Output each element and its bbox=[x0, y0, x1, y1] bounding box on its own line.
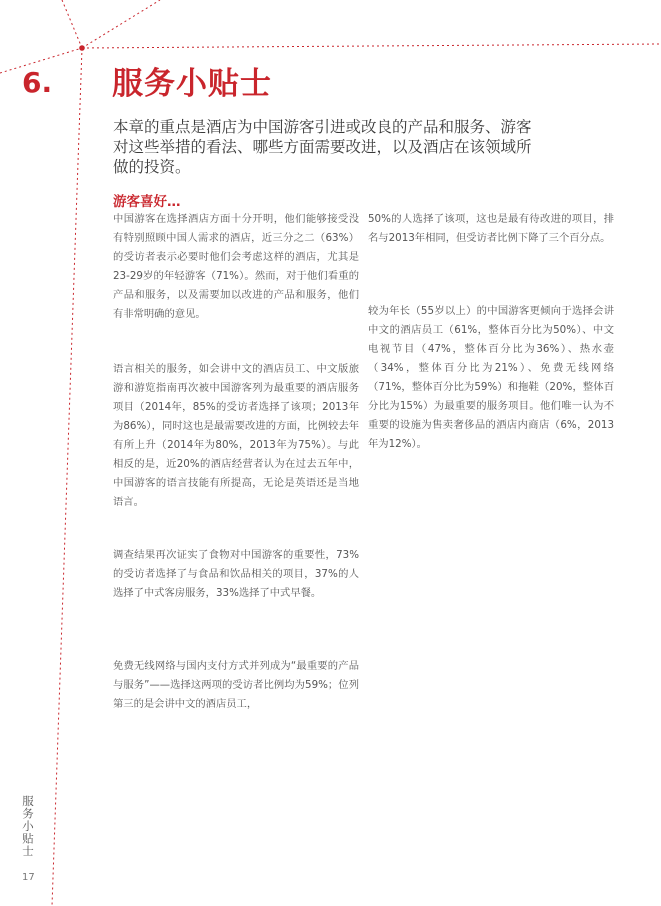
dotted-line-diagonal bbox=[82, 0, 160, 48]
chapter-number: 6. bbox=[22, 66, 53, 99]
body-paragraph-1: 中国游客在选择酒店方面十分开明，他们能够接受没有特别照顾中国人需求的酒店，近三分之二（63%）的受访者表示必要时他们会考虑这样的酒店，尤其是23-29岁的年轻游客（71%）。然而，对于他们看重的产品和服务，以及需要加以改进的产品和服务，他们有非常明确的意见。 bbox=[113, 213, 359, 320]
body-paragraph-3: 调查结果再次证实了食物对中国游客的重要性，73%的受访者选择了与食品和饮品相关的项目，37%的人选择了中式客房服务，33%选择了中式早餐。 bbox=[113, 549, 359, 599]
page-number: 17 bbox=[22, 872, 35, 883]
dotted-line-right bbox=[82, 44, 661, 48]
section-side-label: 服务小贴士 bbox=[21, 795, 35, 858]
page-title: 服务小贴士 bbox=[112, 66, 272, 102]
body-paragraph-4: 免费无线网络与国内支付方式并列成为“最重要的产品与服务”——选择这两项的受访者比例均为59%；位列第三的是会讲中文的酒店员工， bbox=[113, 660, 359, 710]
dotted-line-vertical bbox=[52, 48, 82, 906]
junction-dot bbox=[79, 45, 85, 51]
intro-paragraph: 本章的重点是酒店为中国游客引进或改良的产品和服务、游客对这些举措的看法、哪些方面需要改进，以及酒店在该领域所做的投资。 bbox=[113, 118, 532, 176]
body-paragraph-5: 50%的人选择了该项，这也是最有待改进的项目，排名与2013年相同，但受访者比例下降了三个百分点。 bbox=[368, 213, 614, 244]
section-heading: 游客喜好… bbox=[113, 194, 181, 210]
body-paragraph-2: 语言相关的服务，如会讲中文的酒店员工、中文版旅游和游览指南再次被中国游客列为最重要的酒店服务项目（2014年，85%的受访者选择了该项；2013年为86%），同时这也是最需要改进的方面，比例较去年有所上升（2014年为80%，2013年为75%）。与此相反的是，近20%的酒店经营者认为在过去五年中，中国游客的语言技能有所提高，无论是英语还是当地语言。 bbox=[113, 363, 359, 508]
dotted-line-upper bbox=[62, 0, 82, 48]
body-paragraph-6: 较为年长（55岁以上）的中国游客更倾向于选择会讲中文的酒店员工（61%，整体百分比为50%）、中文电视节目（47%，整体百分比为36%）、热水壶（34%，整体百分比为21%）、免费无线网络（71%，整体百分比为59%）和拖鞋（20%，整体百分比为15%）为最重要的服务项目。他们唯一认为不重要的设施为售卖奢侈品的酒店内商店（6%，2013年为12%）。 bbox=[368, 305, 614, 450]
